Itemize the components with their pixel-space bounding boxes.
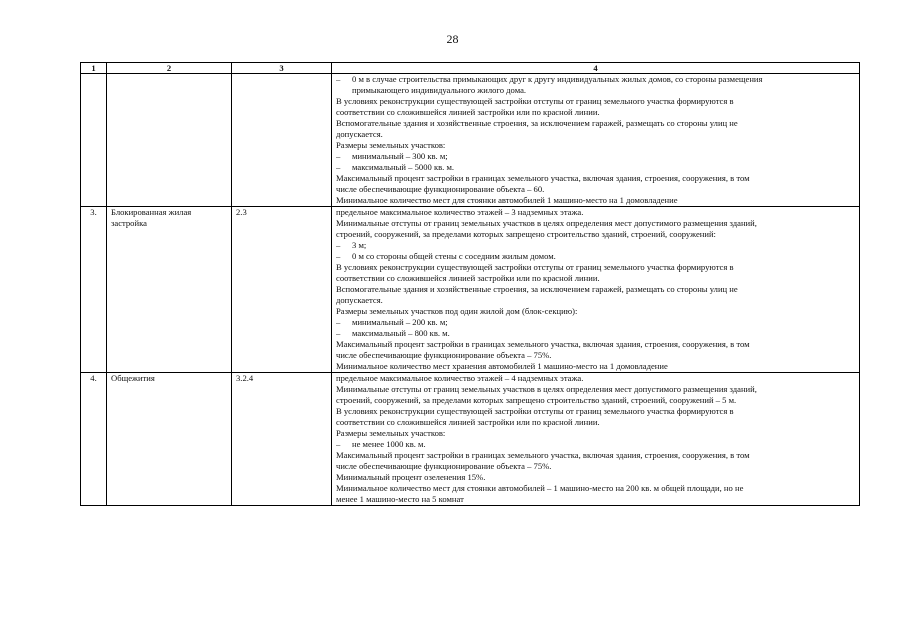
text-line-content: соответствии со сложившейся линией застройки или по красной линии. [336,273,600,283]
list-item-text: 3 м; [352,240,367,250]
bullet-dash: – [336,439,341,449]
bullet-dash: – [336,328,341,338]
list-item [336,151,855,162]
text-line [336,262,855,273]
text-line [336,417,855,428]
text-line [336,118,855,129]
text-line [336,140,855,151]
text-line [336,195,855,206]
text-line [336,284,855,295]
land-use-code: 2.3 [232,207,332,373]
text-line-content: Минимальное количество мест для стоянки автомобилей 1 машино-место на 1 домовладение [336,195,678,205]
text-line-content: менее 1 машино-место на 5 комнат [336,494,464,504]
land-use-code [232,74,332,207]
row-number: 3. [81,207,107,373]
text-line-content: Минимальные отступы от границ земельных участков в целях определения мест допустимого размещения зданий, [336,384,757,394]
text-line-content: предельное максимальное количество этажей – 3 надземных этажа. [336,207,584,217]
parameters-cell [332,74,860,207]
list-item [336,162,855,173]
parameters-cell [332,373,860,506]
column-header-3: 3 [232,63,332,74]
text-line-content: допускается. [336,129,383,139]
text-line-content: Минимальный процент озеленения 15%. [336,472,486,482]
text-line-content: соответствии со сложившейся линией застройки или по красной линии. [336,417,600,427]
text-line [336,218,855,229]
text-line-content: Размеры земельных участков: [336,140,446,150]
text-line [336,483,855,494]
text-line-content: допускается. [336,295,383,305]
text-line-content: числе обеспечивающие функционирование объекта – 75%. [336,350,552,360]
text-line [336,173,855,184]
column-header-4: 4 [332,63,860,74]
text-line-content: Максимальный процент застройки в границах земельного участка, включая здания, строения, сооружения, в том [336,450,750,460]
table-body [81,74,860,506]
list-item [336,439,855,450]
text-line-content: Максимальный процент застройки в границах земельного участка, включая здания, строения, сооружения, в том [336,339,750,349]
list-item-text: 0 м в случае строительства примыкающих друг к другу индивидуальных жилых домов, со стороны размещения [352,74,763,84]
text-line [336,339,855,350]
list-item [336,251,855,262]
bullet-dash: – [336,74,341,84]
column-header-2: 2 [107,63,232,74]
text-line-content: соответствии со сложившейся линией застройки или по красной линии. [336,107,600,117]
text-line [336,384,855,395]
parameters-cell [332,207,860,373]
text-line [336,395,855,406]
text-line [336,406,855,417]
table-row [81,373,860,506]
text-line [336,361,855,372]
text-line [336,450,855,461]
list-item-text: минимальный – 200 кв. м; [352,317,448,327]
column-header-1: 1 [81,63,107,74]
bullet-dash: – [336,317,341,327]
text-line-content: Минимальные отступы от границ земельных участков в целях определения мест допустимого размещения зданий, [336,218,757,228]
text-line [336,207,855,218]
text-line [336,295,855,306]
land-use-type: Общежития [107,373,232,506]
text-line [336,229,855,240]
bullet-dash: – [336,162,341,172]
list-item-text: не менее 1000 кв. м. [352,439,426,449]
text-line-content: числе обеспечивающие функционирование объекта – 60. [336,184,545,194]
list-item [336,74,855,85]
table-row [81,207,860,373]
text-line-content: Минимальное количество мест для стоянки автомобилей – 1 машино-место на 200 кв. м общей площади, но не [336,483,744,493]
text-line-content: строений, сооружений, за пределами которых запрещено строительство зданий, строений, сооружений – 5 м. [336,395,737,405]
list-item-text: максимальный – 800 кв. м. [352,328,450,338]
bullet-dash: – [336,251,341,261]
text-line [336,461,855,472]
land-use-type [107,74,232,207]
row-number: 4. [81,373,107,506]
list-item [336,317,855,328]
text-line [336,428,855,439]
regulations-table [80,62,860,506]
table-header-row [81,63,860,74]
text-line [336,472,855,483]
text-line-content: строений, сооружений, за пределами которых запрещено строительство зданий, строений, сооружений: [336,229,716,239]
list-item [336,240,855,251]
text-line-content: Размеры земельных участков под один жилой дом (блок-секцию): [336,306,578,316]
row-number [81,74,107,207]
list-item [336,328,855,339]
text-line-content: числе обеспечивающие функционирование объекта – 75%. [336,461,552,471]
text-line-content: В условиях реконструкции существующей застройки отступы от границ земельного участка формируются в [336,96,734,106]
text-line-content: Размеры земельных участков: [336,428,446,438]
page-number: 28 [446,32,459,46]
text-line [336,306,855,317]
bullet-dash: – [336,151,341,161]
text-line [336,350,855,361]
text-line [336,273,855,284]
text-line [336,494,855,505]
land-use-type: Блокированная жилая застройка [107,207,232,373]
list-item-continuation [336,85,855,96]
list-item-text: минимальный – 300 кв. м; [352,151,448,161]
text-line-content: примыкающего индивидуального жилого дома. [352,85,527,95]
text-line [336,373,855,384]
land-use-code: 3.2.4 [232,373,332,506]
text-line [336,184,855,195]
text-line-content: В условиях реконструкции существующей застройки отступы от границ земельного участка формируются в [336,406,734,416]
text-line [336,129,855,140]
text-line-content: Минимальное количество мест хранения автомобилей 1 машино-место на 1 домовладение [336,361,668,371]
text-line-content: Вспомогательные здания и хозяйственные строения, за исключением гаражей, размещать со стороны улиц не [336,284,738,294]
text-line-content: В условиях реконструкции существующей застройки отступы от границ земельного участка формируются в [336,262,734,272]
text-line [336,96,855,107]
text-line-content: предельное максимальное количество этажей – 4 надземных этажа. [336,373,584,383]
text-line-content: Вспомогательные здания и хозяйственные строения, за исключением гаражей, размещать со стороны улиц не [336,118,738,128]
text-line [336,107,855,118]
text-line-content: Максимальный процент застройки в границах земельного участка, включая здания, строения, сооружения, в том [336,173,750,183]
bullet-dash: – [336,240,341,250]
table-row [81,74,860,207]
list-item-text: максимальный – 5000 кв. м. [352,162,455,172]
list-item-text: 0 м со стороны общей стены с соседним жилым домом. [352,251,556,261]
